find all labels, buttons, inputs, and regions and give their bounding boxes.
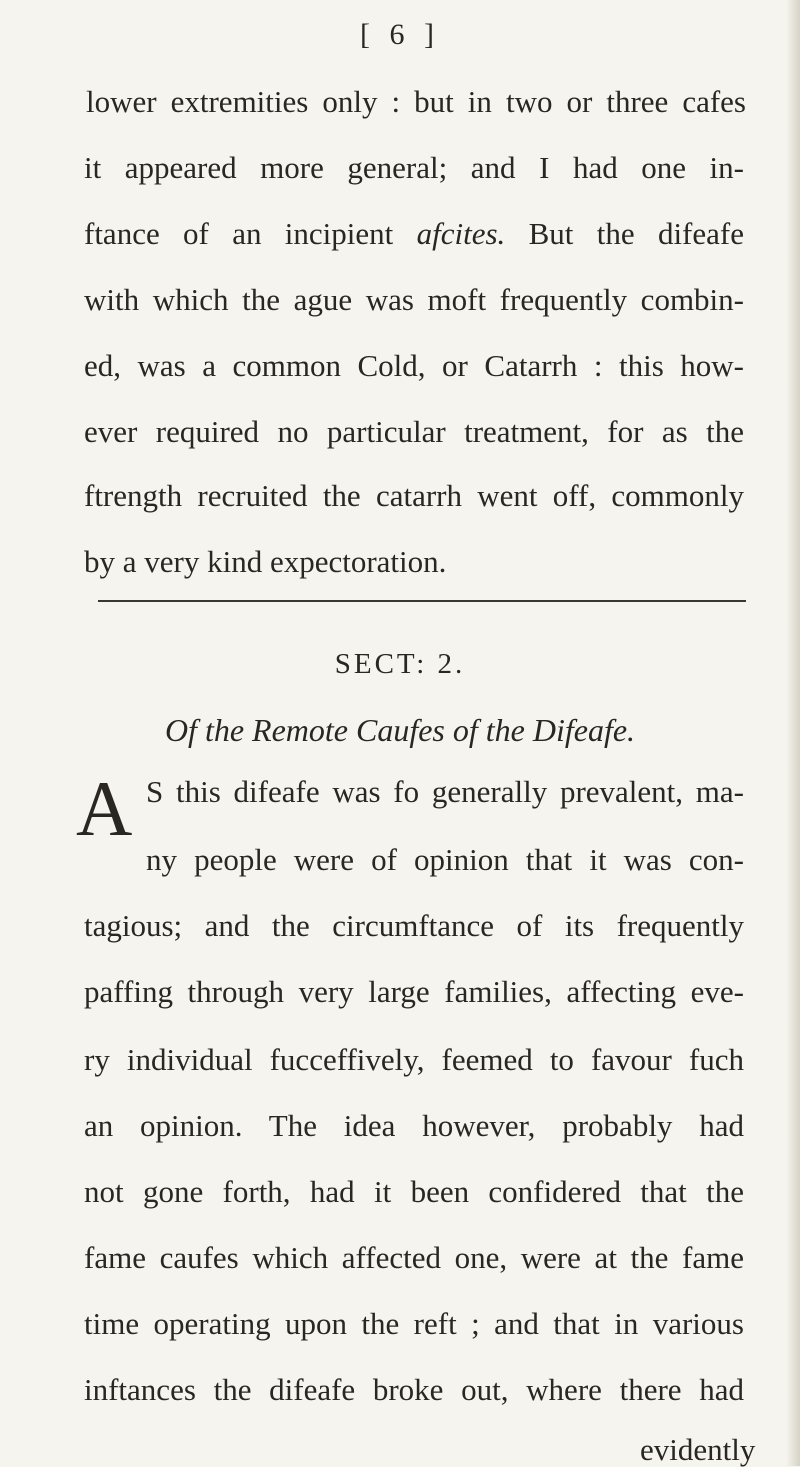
- text-line: fame caufes which affected one, were at the fame: [84, 1240, 744, 1275]
- section-title: Of the Remote Caufes of the Difeafe.: [164, 712, 636, 748]
- text-line: ever required no particular treatment, for as the: [84, 414, 744, 449]
- text-line: not gone forth, had it been confidered that the: [84, 1174, 744, 1209]
- text-run: ftance of an incipient: [84, 216, 417, 251]
- text-line: paffing through very large families, affecting eve-: [84, 974, 744, 1009]
- text-line: ry individual fucceffively, feemed to favour fuch: [84, 1042, 744, 1077]
- text-line: time operating upon the reft ; and that in various: [84, 1306, 744, 1341]
- text-line: ny people were of opinion that it was con-: [146, 842, 744, 877]
- page-number: [ 6 ]: [360, 18, 440, 51]
- section-divider: [98, 600, 746, 602]
- text-line: ed, was a common Cold, or Catarrh : this how-: [84, 348, 744, 383]
- italic-term: afcites.: [416, 216, 506, 251]
- catchword: evidently: [640, 1432, 756, 1467]
- text-line: an opinion. The idea however, probably had: [84, 1108, 744, 1143]
- text-run: But the difeafe: [505, 216, 744, 251]
- text-line: [84, 214, 744, 254]
- drop-cap: A: [76, 765, 133, 852]
- text-line: lower extremities only : but in two or three cafes: [86, 84, 746, 119]
- text-line: S this difeafe was fo generally prevalent, ma-: [146, 774, 744, 809]
- text-line: by a very kind expectoration.: [84, 544, 447, 579]
- text-line: ftrength recruited the catarrh went off, commonly: [84, 478, 744, 513]
- text-line: tagious; and the circumftance of its frequently: [84, 908, 744, 943]
- section-heading: SECT: 2.: [334, 648, 466, 680]
- text-line: it appeared more general; and I had one in-: [84, 150, 744, 185]
- text-line: inftances the difeafe broke out, where there had: [84, 1372, 744, 1407]
- text-line: with which the ague was moft frequently combin-: [84, 282, 744, 317]
